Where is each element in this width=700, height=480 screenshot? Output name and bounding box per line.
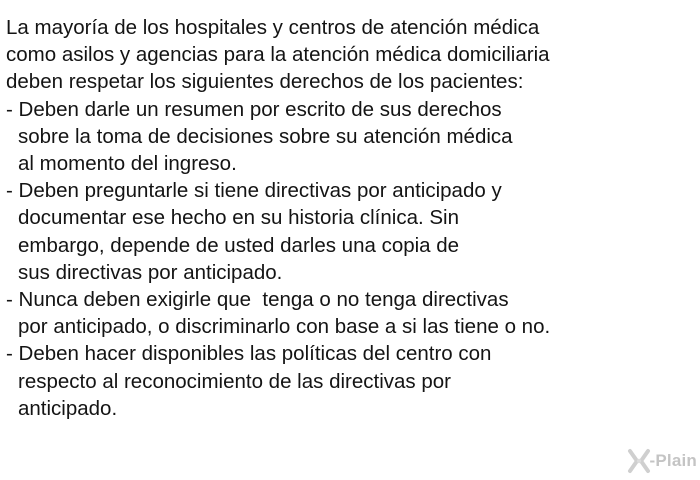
bullet-2-line-1: - Deben preguntarle si tiene directivas por anticipado y bbox=[6, 179, 502, 203]
bullet-item bbox=[6, 286, 696, 340]
logo-text: -Plain bbox=[649, 451, 697, 470]
bullet-2-line-3: embargo, depende de usted darles una copia de bbox=[18, 233, 460, 257]
bullet-4-line-3: anticipado. bbox=[18, 396, 118, 420]
bullet-2-line-2: documentar ese hecho en su historia clínica. Sin bbox=[18, 206, 460, 230]
x-plain-logo-icon bbox=[627, 448, 651, 474]
x-plain-logo bbox=[627, 448, 698, 474]
patient-rights-text bbox=[6, 14, 696, 422]
bullet-item bbox=[6, 177, 696, 286]
intro-line-1: La mayoría de los hospitales y centros de atención médica bbox=[6, 16, 540, 39]
bullet-1-line-3: al momento del ingreso. bbox=[18, 152, 237, 176]
intro-line-2: como asilos y agencias para la atención médica domiciliaria bbox=[6, 43, 550, 67]
bullet-4-line-1: - Deben hacer disponibles las políticas del centro con bbox=[6, 342, 492, 366]
bullet-1-line-2: sobre la toma de decisiones sobre su atención médica bbox=[18, 124, 513, 148]
bullet-2-line-4: sus directivas por anticipado. bbox=[18, 260, 283, 284]
bullet-1-line-1: - Deben darle un resumen por escrito de sus derechos bbox=[6, 97, 502, 121]
bullet-3-line-1: - Nunca deben exigirle que tenga o no tenga directivas bbox=[6, 288, 509, 312]
bullet-4-line-2: respecto al reconocimiento de las directivas por bbox=[18, 369, 451, 393]
bullet-item bbox=[6, 340, 696, 422]
intro-line-3: deben respetar los siguientes derechos de los pacientes: bbox=[6, 70, 524, 94]
bullet-3-line-2: por anticipado, o discriminarlo con base a si las tiene o no. bbox=[18, 315, 551, 339]
bullet-item bbox=[6, 96, 696, 178]
